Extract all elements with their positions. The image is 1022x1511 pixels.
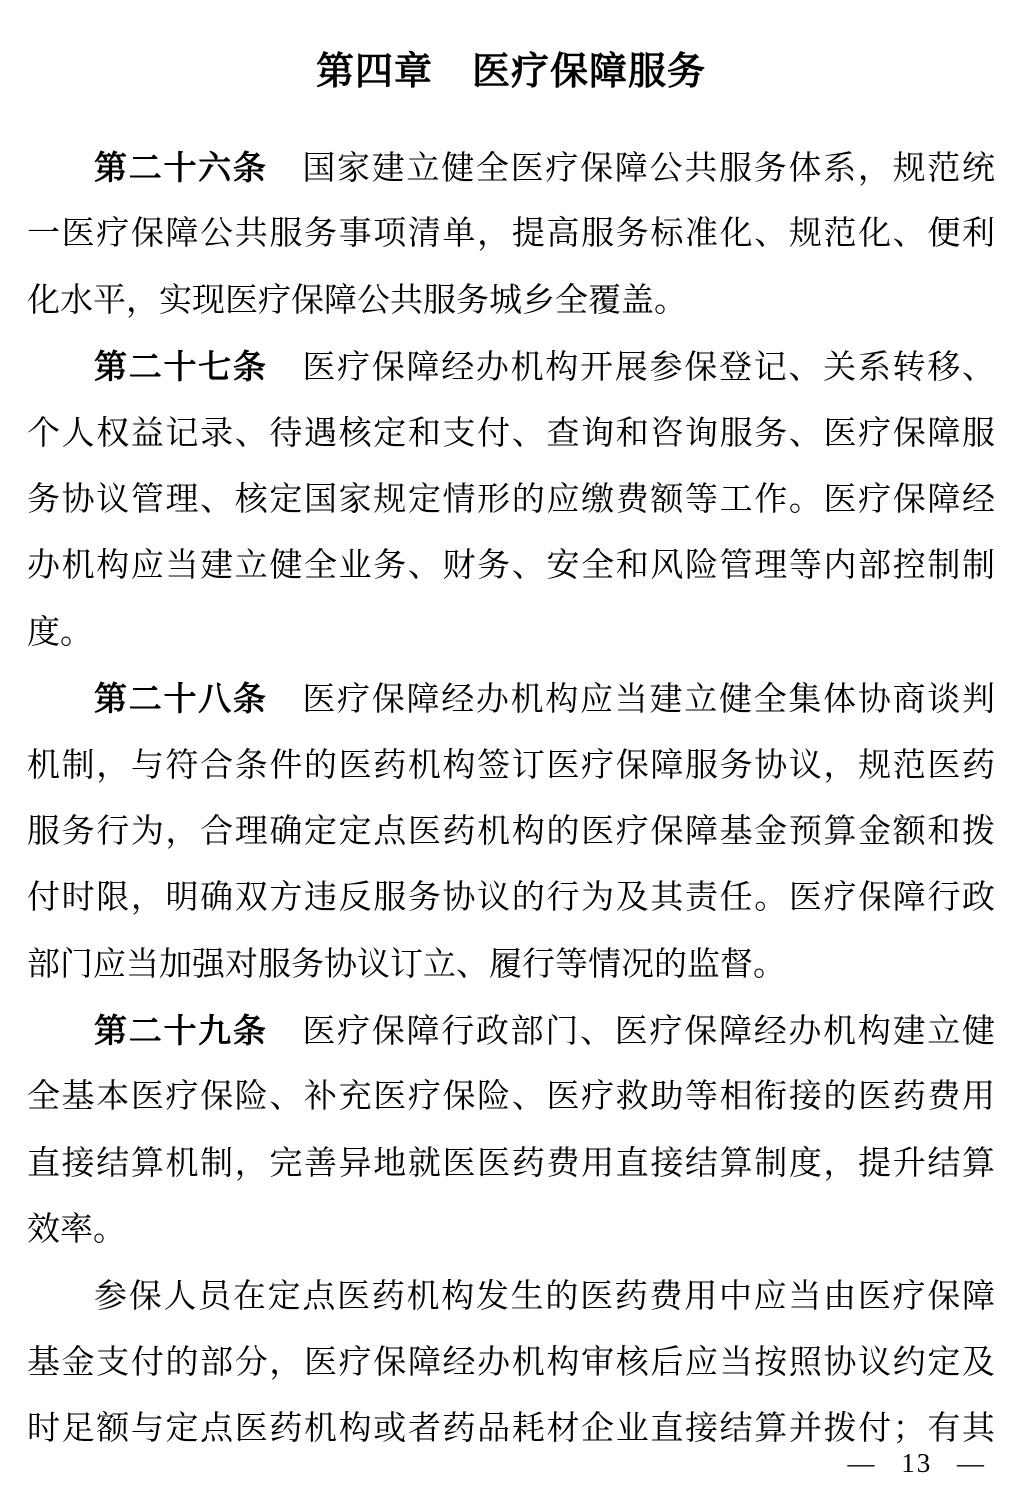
document-body — [27, 135, 995, 1463]
text-line — [27, 600, 995, 666]
line-text: 时足额与定点医药机构或者药品耗材企业直接结算并拨付；有其 — [27, 1411, 995, 1448]
text-line — [27, 1264, 995, 1330]
text-line — [27, 401, 995, 467]
article-27 — [27, 334, 995, 666]
article-29 — [27, 998, 995, 1264]
paragraph-settlement — [27, 1264, 995, 1463]
text-line — [27, 201, 995, 267]
text-line — [27, 666, 995, 732]
text-line — [27, 533, 995, 599]
line-text: 个人权益记录、待遇核定和支付、查询和咨询服务、医疗保障服 — [27, 415, 995, 452]
line-text: 医疗保障经办机构开展参保登记、关系转移、 — [267, 350, 995, 387]
article-26 — [27, 135, 995, 334]
text-line — [27, 467, 995, 533]
chapter-title: 第四章 医疗保障服务 — [315, 51, 706, 93]
line-text: 一医疗保障公共服务事项清单，提高服务标准化、规范化、便利 — [27, 216, 995, 253]
line-text: 化水平，实现医疗保障公共服务城乡全覆盖。 — [27, 282, 687, 319]
text-line — [27, 1064, 995, 1130]
page-footer — [848, 1447, 987, 1479]
line-text: 机制，与符合条件的医药机构签订医疗保障服务协议，规范医药 — [27, 747, 995, 784]
line-text: 医疗保障行政部门、医疗保障经办机构建立健 — [267, 1014, 995, 1051]
text-line — [27, 135, 995, 201]
text-line — [27, 932, 995, 998]
page-number: — 13 — — [847, 1448, 986, 1478]
text-line — [27, 1197, 995, 1263]
line-text: 付时限，明确双方违反服务协议的行为及其责任。医疗保障行政 — [27, 880, 995, 917]
line-text: 基金支付的部分，医疗保障经办机构审核后应当按照协议约定及 — [27, 1345, 995, 1382]
line-text: 部门应当加强对服务协议订立、履行等情况的监督。 — [27, 946, 786, 983]
line-text: 医疗保障经办机构应当建立健全集体协商谈判 — [267, 682, 995, 719]
article-number: 第二十九条 — [94, 1012, 268, 1050]
article-28 — [27, 666, 995, 998]
text-line — [27, 1131, 995, 1197]
text-line — [27, 799, 995, 865]
line-text: 度。 — [27, 614, 93, 651]
text-line — [27, 334, 995, 400]
text-line — [27, 865, 995, 931]
text-line — [27, 1330, 995, 1396]
text-line — [27, 733, 995, 799]
article-number: 第二十七条 — [94, 348, 268, 386]
line-text: 务协议管理、核定国家规定情形的应缴费额等工作。医疗保障经 — [27, 481, 995, 518]
line-text: 办机构应当建立健全业务、财务、安全和风险管理等内部控制制 — [27, 548, 995, 585]
line-text: 效率。 — [27, 1212, 126, 1249]
line-text: 参保人员在定点医药机构发生的医药费用中应当由医疗保障 — [94, 1278, 995, 1315]
line-text: 国家建立健全医疗保障公共服务体系，规范统 — [267, 151, 995, 187]
article-number: 第二十六条 — [94, 149, 268, 186]
line-text: 服务行为，合理确定定点医药机构的医疗保障基金预算金额和拨 — [27, 813, 995, 850]
line-text: 直接结算机制，完善异地就医医药费用直接结算制度，提升结算 — [27, 1145, 995, 1182]
text-line — [27, 268, 995, 334]
article-number: 第二十八条 — [94, 680, 268, 718]
line-text: 全基本医疗保险、补充医疗保险、医疗救助等相衔接的医药费用 — [27, 1079, 995, 1116]
text-line — [27, 998, 995, 1064]
